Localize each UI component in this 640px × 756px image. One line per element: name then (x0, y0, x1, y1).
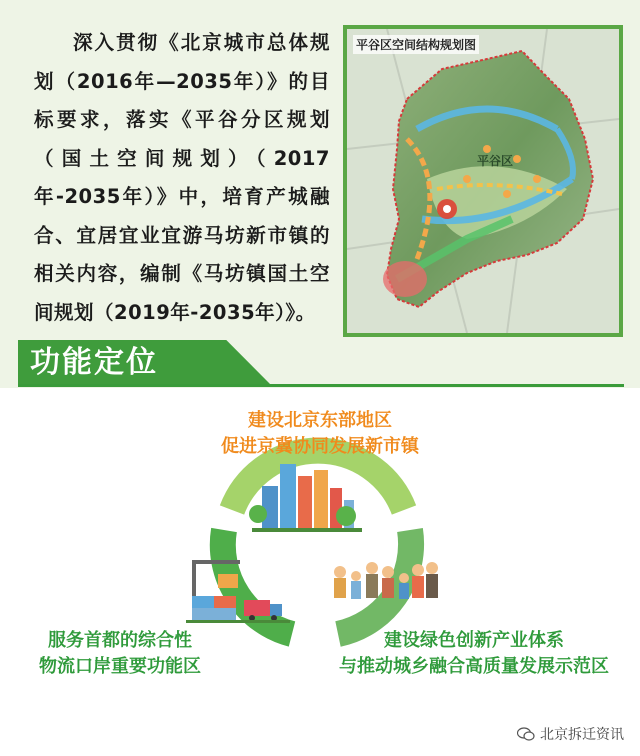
position-right-line2: 与推动城乡融合高质量发展示范区 (339, 656, 609, 677)
map-illustration (347, 29, 619, 333)
function-positioning (0, 390, 640, 756)
wechat-icon (517, 727, 535, 741)
section-heading: 功能定位 (30, 345, 158, 380)
watermark (517, 724, 624, 744)
position-left-line2: 物流口岸重要功能区 (39, 656, 201, 677)
map-title: 平谷区空间结构规划图 (353, 35, 479, 54)
watermark-text: 北京拆迁资讯 (540, 727, 624, 743)
planning-map (343, 25, 623, 337)
position-top (120, 408, 520, 460)
people-group-icon (334, 562, 438, 599)
section-divider (18, 384, 624, 387)
map-district-label: 平谷区 (477, 154, 514, 168)
position-right (318, 628, 630, 680)
position-top-line1: 建设北京东部地区 (248, 410, 392, 431)
position-top-line2: 促进京冀协同发展新市镇 (221, 436, 419, 457)
position-left (20, 628, 220, 680)
position-right-line1: 建设绿色创新产业体系 (384, 630, 564, 651)
intro-paragraph: 深入贯彻《北京城市总体规划（2016年—2035年）》的目标要求，落实《平谷分区规划（国土空间规划）（2017年-2035年）》中，培育产城融合、宜居宜业宜游马坊新市镇的相关内容，编制《马坊镇国土空间规划（2019年-2035年）》。 (34, 31, 330, 324)
position-left-line1: 服务首都的综合性 (48, 630, 192, 651)
